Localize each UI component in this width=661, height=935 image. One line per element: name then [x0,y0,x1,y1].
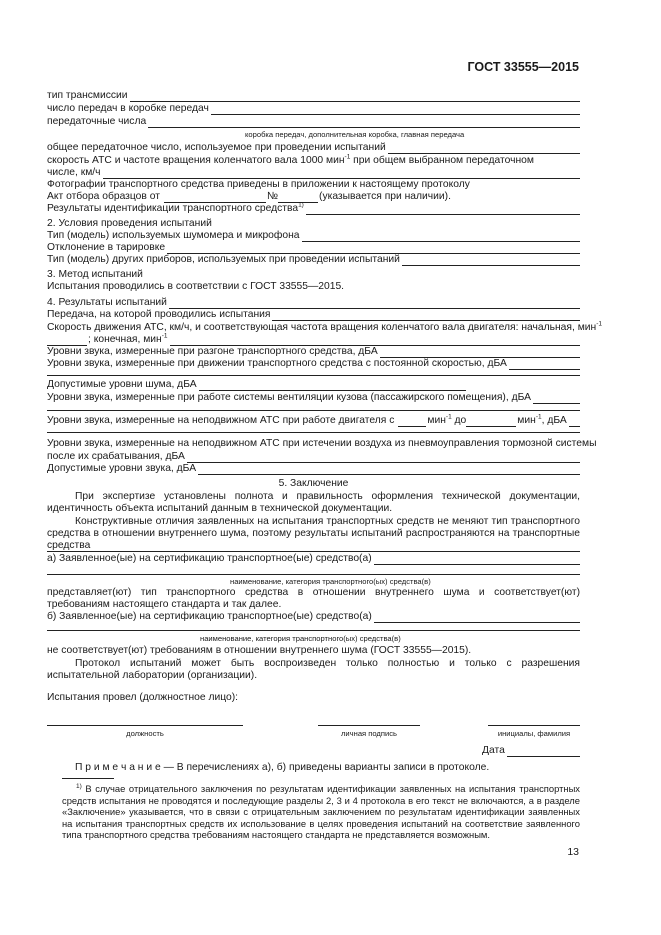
final-rpm-line: ; конечная, мин$^{-1}$ [47,334,580,346]
section5-title: 5. Заключение [278,478,349,489]
meter-type-field[interactable] [302,232,580,242]
section3-text: Испытания проводились в соответствии с ГОСТ 33555—2015. [47,281,345,292]
option-b-line: б) Заявленное(ые) на сертификацию транспортное(ые) средство(а) [47,611,580,623]
option-a-text: представляет(ют) тип транспортного средства в отношении внутреннего шума и соответствует(ют) требованиям настоящего стандарта и так далее. [47,587,580,611]
sample-act-line: Акт отбора образцов от № (указывается при наличии). [47,191,451,202]
sample-act-date-field[interactable] [164,193,266,203]
standard-code-header: ГОСТ 33555—2015 [467,60,579,74]
gear-ratios-field[interactable] [148,118,580,128]
ident-results-line: Результаты идентификации транспортного средства$^{1)}$ [47,203,580,215]
page-number: 13 [567,846,579,858]
initial-rpm-field[interactable] [47,336,87,346]
gear-used-line: Передача, на которой проводились испытания [47,309,580,321]
option-a-field[interactable] [374,555,580,565]
option-b-field[interactable] [374,613,580,623]
idle-rpm-to-field[interactable] [466,417,516,427]
signature-field[interactable] [318,725,420,726]
option-a-extra-field[interactable] [47,574,580,575]
allowed-sound-field[interactable] [198,465,580,475]
section4-title-line: 4. Результаты испытаний [47,297,580,309]
calibration-field[interactable] [167,244,580,254]
gear-ratios-line: передаточные числа [47,116,580,128]
final-rpm-field[interactable] [170,336,580,346]
air-release-db-line: после их срабатывания, дБА [47,451,580,463]
speed-ratio-line: скорость АТС и частоте вращения коленчатого вала 1000 мин$^{-1}$ при общем выбранном передаточном [47,153,534,166]
name-caption: инициалы, фамилия [497,729,571,738]
vehicles-list-field[interactable] [47,551,580,552]
overall-ratio-line: общее передаточное число, используемое при проведении испытаний [47,142,580,154]
gear-ratios-caption: коробка передач, дополнительная коробка, главная передача [245,130,465,139]
conclusion-paragraph-2: Конструктивные отличия заявленных на испытания транспортных средств не меняют тип транспортного средства в отношении внутреннего шума, поэтому результаты испытаний распространяются на транспортные средства [47,516,580,552]
idle-level-line: Уровни звука, измеренные на неподвижном АТС при работе двигателя с мин$^{-1}$ до мин$^{-1}$, дБА [47,415,580,427]
signature-caption: личная подпись [341,729,397,738]
ident-results-field[interactable] [306,205,580,215]
const-speed-level-line: Уровни звука, измеренные при движении транспортного средства с постоянной скоростью, дБА [47,358,580,370]
conclusion-paragraph-3: Протокол испытаний может быть воспроизведен только полностью и только с разрешения испытательной лаборатории (организации). [47,658,580,682]
speed-kmh-line: числе, км/ч [47,167,580,179]
const-speed-level-extra-field[interactable] [47,375,580,376]
date-field[interactable] [507,747,580,757]
vent-level-line: Уровни звука, измеренные при работе системы вентиляции кузова (пассажирского помещения), дБА [47,392,580,404]
section2-title: 2. Условия проведения испытаний [47,218,212,229]
vent-level-field[interactable] [533,394,580,404]
calibration-line: Отклонение в тарировке [47,242,580,254]
idle-level-extra-field[interactable] [47,432,580,433]
section3-title: 3. Метод испытаний [47,269,143,280]
option-b-caption: наименование, категория транспортного(ых) средства(в) [200,634,401,643]
conclusion-paragraph-1: При экспертизе установлены полнота и правильность оформления технической документации, идентичность объекта испытаний данным в технической документации. [47,491,580,515]
photos-line: Фотографии транспортного средства приведены в приложении к настоящему протоколу [47,179,470,190]
transmission-type-field[interactable] [130,92,580,102]
idle-rpm-from-field[interactable] [398,417,426,427]
accel-level-field[interactable] [380,348,580,358]
footnote-separator [62,778,114,779]
other-devices-line: Тип (модель) других приборов, используемых при проведении испытаний [47,254,580,266]
option-b-extra-field[interactable] [47,630,580,631]
name-field[interactable] [488,725,580,726]
footnote-1: $^{1)}$ В случае отрицательного заключения по результатам идентификации заявленных на испытания транспортных средств испытания не проводятся и последующие разделы 2, 3 и 4 протокола в его текст не включаются, а в разделе «Заключение» указывается, что в связи с отрицательным заключением по результатам идентификации заявленных на испытания транспортных средств их использование в целях проведения испытаний на соответствие заявленного типа транспортного средства требованиям настоящего стандарта не представляется возможным. [62,782,580,841]
speed-rpm-line: Скорость движения АТС, км/ч, и соответствующая частота вращения коленчатого вала двигателя: начальная, мин$^{-1}$ [47,320,603,333]
footnote-ref-1[interactable]: 1) [298,201,304,209]
vent-level-extra-field[interactable] [47,410,580,411]
option-a-caption: наименование, категория транспортного(ых) средства(в) [230,577,431,586]
gear-count-field[interactable] [211,105,580,115]
const-speed-level-field[interactable] [509,360,580,370]
note: П р и м е ч а н и е — В перечислениях а), б) приведены варианты записи в протоколе. [75,762,490,773]
accel-level-line: Уровни звука, измеренные при разгоне транспортного средства, дБА [47,346,580,358]
allowed-noise-line: Допустимые уровни шума, дБА [47,379,580,391]
results-field[interactable] [169,299,580,309]
allowed-noise-field[interactable] [199,381,466,391]
date-line: Дата [482,745,580,757]
meter-type-line: Тип (модель) используемых шумомера и микрофона [47,230,580,242]
gear-used-field[interactable] [272,311,580,321]
speed-kmh-field[interactable] [103,169,580,179]
tested-by-label: Испытания провел (должностное лицо): [47,692,239,703]
air-release-field[interactable] [187,453,580,463]
allowed-sound-line: Допустимые уровни звука, дБА [47,463,580,475]
option-b-text: не соответствует(ют) требованиям в отношении внутреннего шума (ГОСТ 33555—2015). [47,645,472,656]
position-caption: должность [126,729,164,738]
idle-level-field[interactable] [569,417,580,427]
air-release-line: Уровни звука, измеренные на неподвижном АТС при истечении воздуха из пневмоуправления тормозной системы [47,438,597,449]
position-field[interactable] [47,725,243,726]
other-devices-field[interactable] [402,256,580,266]
overall-ratio-field[interactable] [388,144,580,154]
gear-count-line: число передач в коробке передач [47,103,580,115]
transmission-type-line: тип трансмиссии [47,90,580,102]
option-a-line: а) Заявленное(ые) на сертификацию транспортное(ые) средство(а) [47,553,580,565]
